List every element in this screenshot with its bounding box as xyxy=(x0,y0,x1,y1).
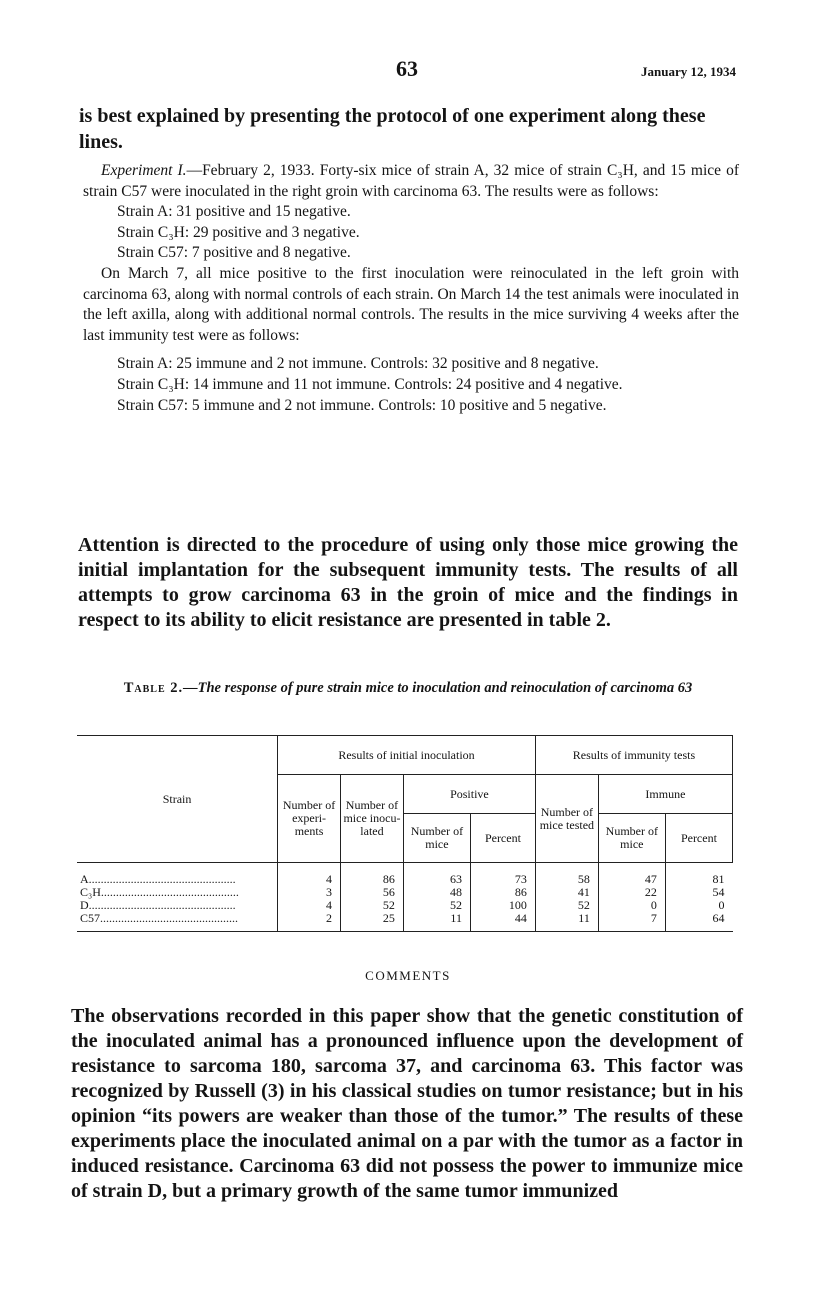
inoculated-cell: 56 xyxy=(341,886,404,899)
table-row xyxy=(77,899,733,912)
immune-number-cell: 22 xyxy=(598,886,665,899)
experiments-cell: 4 xyxy=(278,899,341,912)
header-positive-percent: Percent xyxy=(470,814,535,863)
tested-cell: 41 xyxy=(535,886,598,899)
immunity-result-line: Strain C₃H: 14 immune and 11 not immune. Controls: 24 positive and 4 negative. xyxy=(117,375,623,393)
positive-percent-cell: 44 xyxy=(470,912,535,932)
positive-percent-cell: 100 xyxy=(470,899,535,912)
experiment-block xyxy=(83,161,739,416)
tested-cell: 11 xyxy=(535,912,598,932)
positive-number-cell: 52 xyxy=(403,899,470,912)
table-label: Table 2. xyxy=(123,680,184,696)
header-initial-group: Results of initial inoculation xyxy=(278,736,536,775)
immunity-result-line: Strain A: 25 immune and 2 not immune. Controls: 32 positive and 8 negative. xyxy=(117,355,599,373)
experiments-cell: 2 xyxy=(278,912,341,932)
attention-paragraph: Attention is directed to the procedure of using only those mice growing the initial implantation for the subsequent immunity tests. The results of all attempts to grow carcinoma 63 in the groin of mice and the findings in respect to its ability to elicit resistance are presented in table 2. xyxy=(78,534,738,631)
tested-cell: 58 xyxy=(535,863,598,887)
header-experiments: Number of experi- ments xyxy=(278,775,341,863)
header-mice-inoculated: Number of mice inocu- lated xyxy=(341,775,404,863)
page-number: 63 xyxy=(396,56,418,81)
experiment-intro-text: —February 2, 1933. Forty-six mice of strain A, 32 mice of strain C₃H, and 15 mice of strain C57 were inoculated in the right groin with carcinoma 63. The results were as follows: xyxy=(83,162,739,200)
table-caption xyxy=(78,680,738,697)
header-positive-number: Number of mice xyxy=(403,814,470,863)
lead-paragraph: is best explained by presenting the protocol of one experiment along these lines. xyxy=(79,105,706,153)
immune-percent-cell: 54 xyxy=(665,886,732,899)
immune-number-cell: 0 xyxy=(598,899,665,912)
immune-number-cell: 47 xyxy=(598,863,665,887)
first-result-line: Strain C₃H: 29 positive and 3 negative. xyxy=(117,223,360,241)
reinoculation-paragraph: On March 7, all mice positive to the first inoculation were reinoculated in the left groin with carcinoma 63, along with normal controls of each strain. On March 14 the test animals were inoculated in the left axilla, along with additional normal controls. The results in the mice surviving 4 weeks after the last immunity test were as follows: xyxy=(83,264,739,344)
first-result-line: Strain C57: 7 positive and 8 negative. xyxy=(117,244,351,262)
strain-cell: A................................................. xyxy=(80,872,236,886)
table-row xyxy=(77,863,733,887)
tested-cell: 52 xyxy=(535,899,598,912)
positive-number-cell: 11 xyxy=(403,912,470,932)
table-row xyxy=(77,886,733,899)
closing-paragraph: The observations recorded in this paper show that the genetic constitution of the inoculated animal has a pronounced influence upon the development of resistance to sarcoma 180, sarcoma 37, and carcinoma 63. This factor was recognized by Russell (3) in his classical studies on tumor resistance; but in his opinion “its powers are weaker than those of the tumor.” The results of these experiments place the inoculated animal on a par with the tumor as a factor in induced resistance. Carcinoma 63 did not possess the power to immunize mice of strain D, but a primary growth of the same tumor immunized xyxy=(71,1005,743,1202)
running-date: January 12, 1934 xyxy=(641,64,736,79)
header-immune: Immune xyxy=(598,775,732,814)
strain-cell: C57.............................................. xyxy=(77,912,278,932)
experiments-cell: 3 xyxy=(278,886,341,899)
first-result-line: Strain A: 31 positive and 15 negative. xyxy=(117,203,351,221)
header-immune-percent: Percent xyxy=(665,814,732,863)
header-immunity-group: Results of immunity tests xyxy=(535,736,732,775)
inoculated-cell: 25 xyxy=(341,912,404,932)
experiments-cell: 4 xyxy=(278,863,341,887)
header-mice-tested: Number of mice tested xyxy=(535,775,598,863)
immune-percent-cell: 0 xyxy=(665,899,732,912)
inoculated-cell: 52 xyxy=(341,899,404,912)
positive-number-cell: 63 xyxy=(403,863,470,887)
positive-number-cell: 48 xyxy=(403,886,470,899)
experiment-title: Experiment I. xyxy=(101,162,187,179)
results-table xyxy=(77,735,733,932)
comments-heading: COMMENTS xyxy=(365,968,451,983)
header-immune-number: Number of mice xyxy=(598,814,665,863)
inoculated-cell: 86 xyxy=(341,863,404,887)
positive-percent-cell: 73 xyxy=(470,863,535,887)
immune-percent-cell: 81 xyxy=(665,863,732,887)
strain-cell: C₃H.............................................. xyxy=(80,886,239,899)
immunity-result-line: Strain C57: 5 immune and 2 not immune. Controls: 10 positive and 5 negative. xyxy=(117,396,607,414)
table-caption-text: —The response of pure strain mice to inoculation and reinoculation of carcinoma 63 xyxy=(183,680,693,696)
experiment-intro xyxy=(83,161,739,202)
immune-percent-cell: 64 xyxy=(665,912,732,932)
strain-cell: D................................................. xyxy=(80,899,236,912)
header-positive: Positive xyxy=(403,775,535,814)
table-row xyxy=(77,912,733,932)
header-strain: Strain xyxy=(77,736,278,863)
positive-percent-cell: 86 xyxy=(470,886,535,899)
immune-number-cell: 7 xyxy=(598,912,665,932)
